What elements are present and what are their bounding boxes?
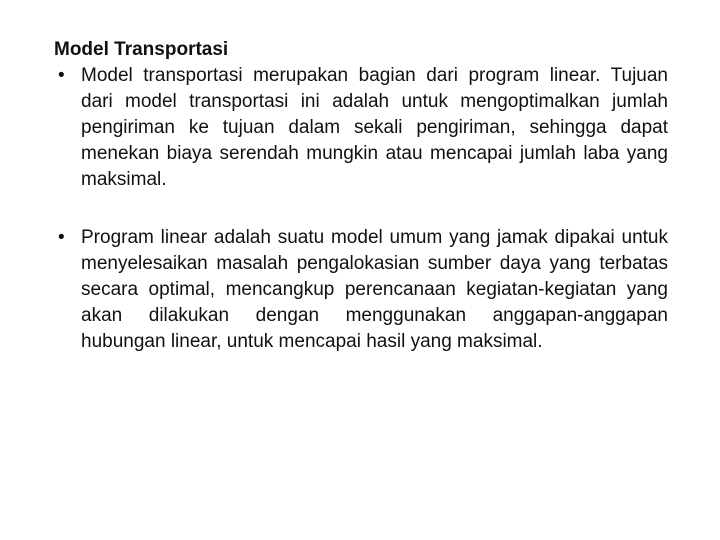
- bullet-item: [54, 225, 668, 355]
- bullet-text: Program linear adalah suatu model umum yang jamak dipakai untuk menyelesaikan masalah pengalokasian sumber daya yang terbatas secara optimal, mencangkup perencanaan kegiatan-kegiatan yang akan dilakukan dengan menggunakan anggapan-anggapan hubungan linear, untuk mencapai hasil yang maksimal.: [81, 227, 668, 352]
- slide-title: Model Transportasi: [54, 39, 229, 60]
- bullet-dot-icon: •: [58, 65, 65, 86]
- bullet-dot-icon: •: [58, 227, 65, 248]
- bullet-text: Model transportasi merupakan bagian dari program linear. Tujuan dari model transportasi ini adalah untuk mengoptimalkan jumlah pengiriman ke tujuan dalam sekali pengiriman, sehingga dapat menekan biaya serendah mungkin atau mencapai jumlah laba yang maksimal.: [81, 65, 668, 190]
- bullet-item: [54, 63, 668, 193]
- bullet-list: [54, 63, 668, 355]
